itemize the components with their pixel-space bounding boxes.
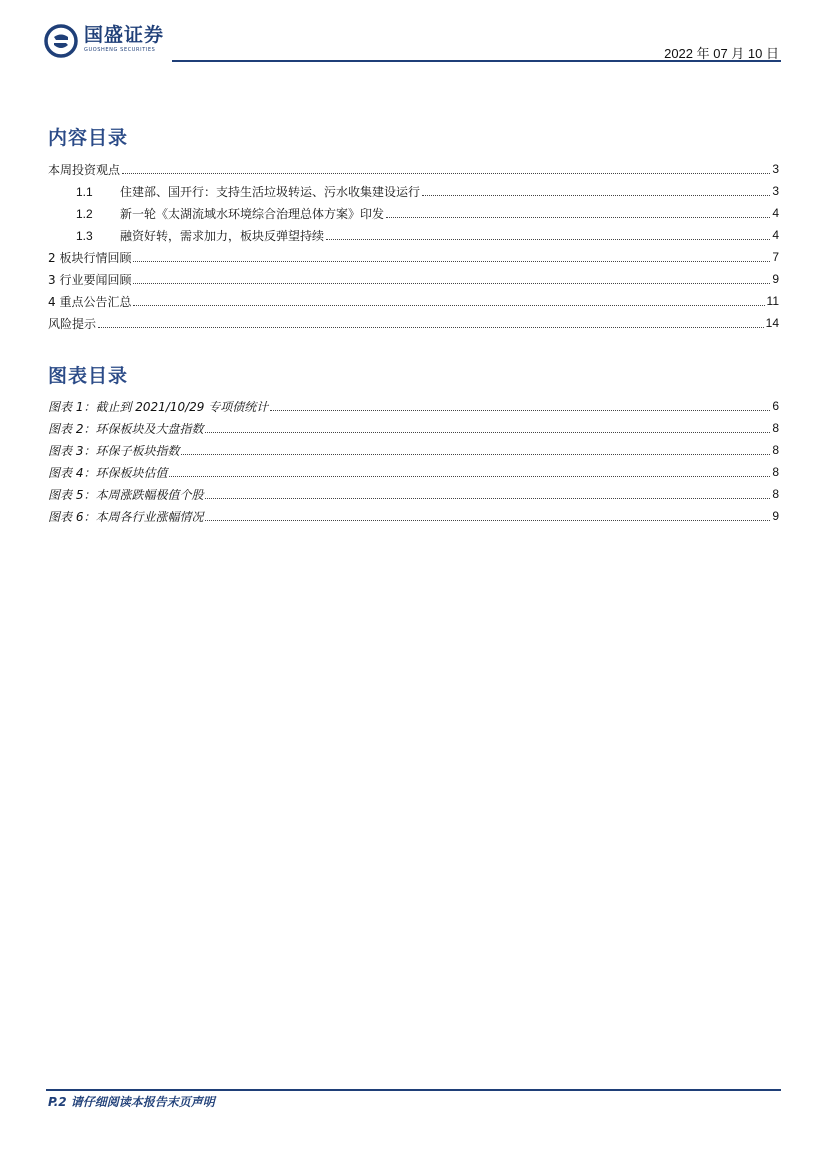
- toc-item-page: 4: [772, 206, 779, 220]
- toc-item-label: 住建部、国开行：支持生活垃圾转运、污水收集建设运行: [120, 184, 421, 199]
- toc-item-page: 3: [772, 184, 779, 198]
- figures-list: [48, 395, 779, 527]
- figure-leader: [270, 410, 770, 411]
- figure-item-label: 图表 1：截止到 2021/10/29 专项债统计: [48, 399, 269, 414]
- figure-item-page: 6: [772, 399, 779, 413]
- figure-leader: [205, 498, 770, 499]
- figure-leader: [169, 476, 770, 477]
- header-divider: [172, 60, 781, 62]
- figure-item-page: 8: [772, 465, 779, 479]
- toc-item-label: 4 重点公告汇总: [48, 294, 132, 309]
- toc-item[interactable]: [48, 158, 779, 180]
- toc-leader: [133, 305, 764, 306]
- toc-leader: [422, 195, 770, 196]
- page-footer: P.2 请仔细阅读本报告末页声明: [48, 1095, 215, 1109]
- toc-leader: [122, 173, 770, 174]
- figure-item[interactable]: [48, 505, 779, 527]
- figure-item-page: 8: [772, 443, 779, 457]
- toc-item-page: 14: [765, 316, 779, 330]
- figure-leader: [205, 432, 770, 433]
- footer-divider: [46, 1089, 781, 1091]
- brand-logo: [44, 24, 184, 64]
- toc-item-label: 风险提示: [48, 316, 97, 331]
- guosheng-logo-icon: [44, 24, 78, 58]
- figure-item-label: 图表 4：环保板块估值: [48, 465, 168, 480]
- figure-item-label: 图表 5：本周涨跌幅极值个股: [48, 487, 204, 502]
- figure-leader: [205, 520, 770, 521]
- toc-item[interactable]: [48, 268, 779, 290]
- figure-item-page: 8: [772, 421, 779, 435]
- toc-item-page: 7: [772, 250, 779, 264]
- toc-list: [48, 158, 779, 334]
- toc-leader: [98, 327, 764, 328]
- toc-leader: [133, 261, 770, 262]
- figure-leader: [181, 454, 770, 455]
- toc-item[interactable]: [48, 202, 779, 224]
- brand-name: 国盛证券: [84, 24, 165, 46]
- toc-title: 内容目录: [48, 127, 129, 149]
- toc-item-page: 3: [772, 162, 779, 176]
- toc-leader: [133, 283, 770, 284]
- figure-item[interactable]: [48, 461, 779, 483]
- toc-item[interactable]: [48, 246, 779, 268]
- figure-item[interactable]: [48, 483, 779, 505]
- toc-leader: [386, 217, 770, 218]
- brand-subtitle: GUOSHENG SECURITIES: [84, 47, 156, 53]
- figure-item[interactable]: [48, 417, 779, 439]
- toc-item[interactable]: [48, 224, 779, 246]
- figure-item-label: 图表 6：本周各行业涨幅情况: [48, 509, 204, 524]
- toc-leader: [326, 239, 770, 240]
- figure-item-page: 8: [772, 487, 779, 501]
- toc-item-label: 本周投资观点: [48, 162, 121, 177]
- report-date: 2022 年 07 月 10 日: [664, 46, 779, 61]
- figure-item-label: 图表 3：环保子板块指数: [48, 443, 180, 458]
- toc-item-label: 2 板块行情回顾: [48, 250, 132, 265]
- figure-item-page: 9: [772, 509, 779, 523]
- toc-item[interactable]: [48, 312, 779, 334]
- toc-item-label: 新一轮《太湖流域水环境综合治理总体方案》印发: [120, 206, 385, 221]
- figures-title: 图表目录: [48, 365, 129, 387]
- toc-item[interactable]: [48, 290, 779, 312]
- toc-item-label: 融资好转，需求加力，板块反弹望持续: [120, 228, 325, 243]
- figure-item-label: 图表 2：环保板块及大盘指数: [48, 421, 204, 436]
- page-header: [0, 0, 827, 70]
- toc-item-page: 11: [766, 294, 779, 308]
- toc-item-label: 3 行业要闻回顾: [48, 272, 132, 287]
- figure-item[interactable]: [48, 395, 779, 417]
- toc-item-page: 9: [772, 272, 779, 286]
- toc-item-number: 1.1: [76, 184, 93, 199]
- toc-item-page: 4: [772, 228, 779, 242]
- figure-item[interactable]: [48, 439, 779, 461]
- toc-item-number: 1.3: [76, 228, 93, 243]
- toc-item[interactable]: [48, 180, 779, 202]
- toc-item-number: 1.2: [76, 206, 93, 221]
